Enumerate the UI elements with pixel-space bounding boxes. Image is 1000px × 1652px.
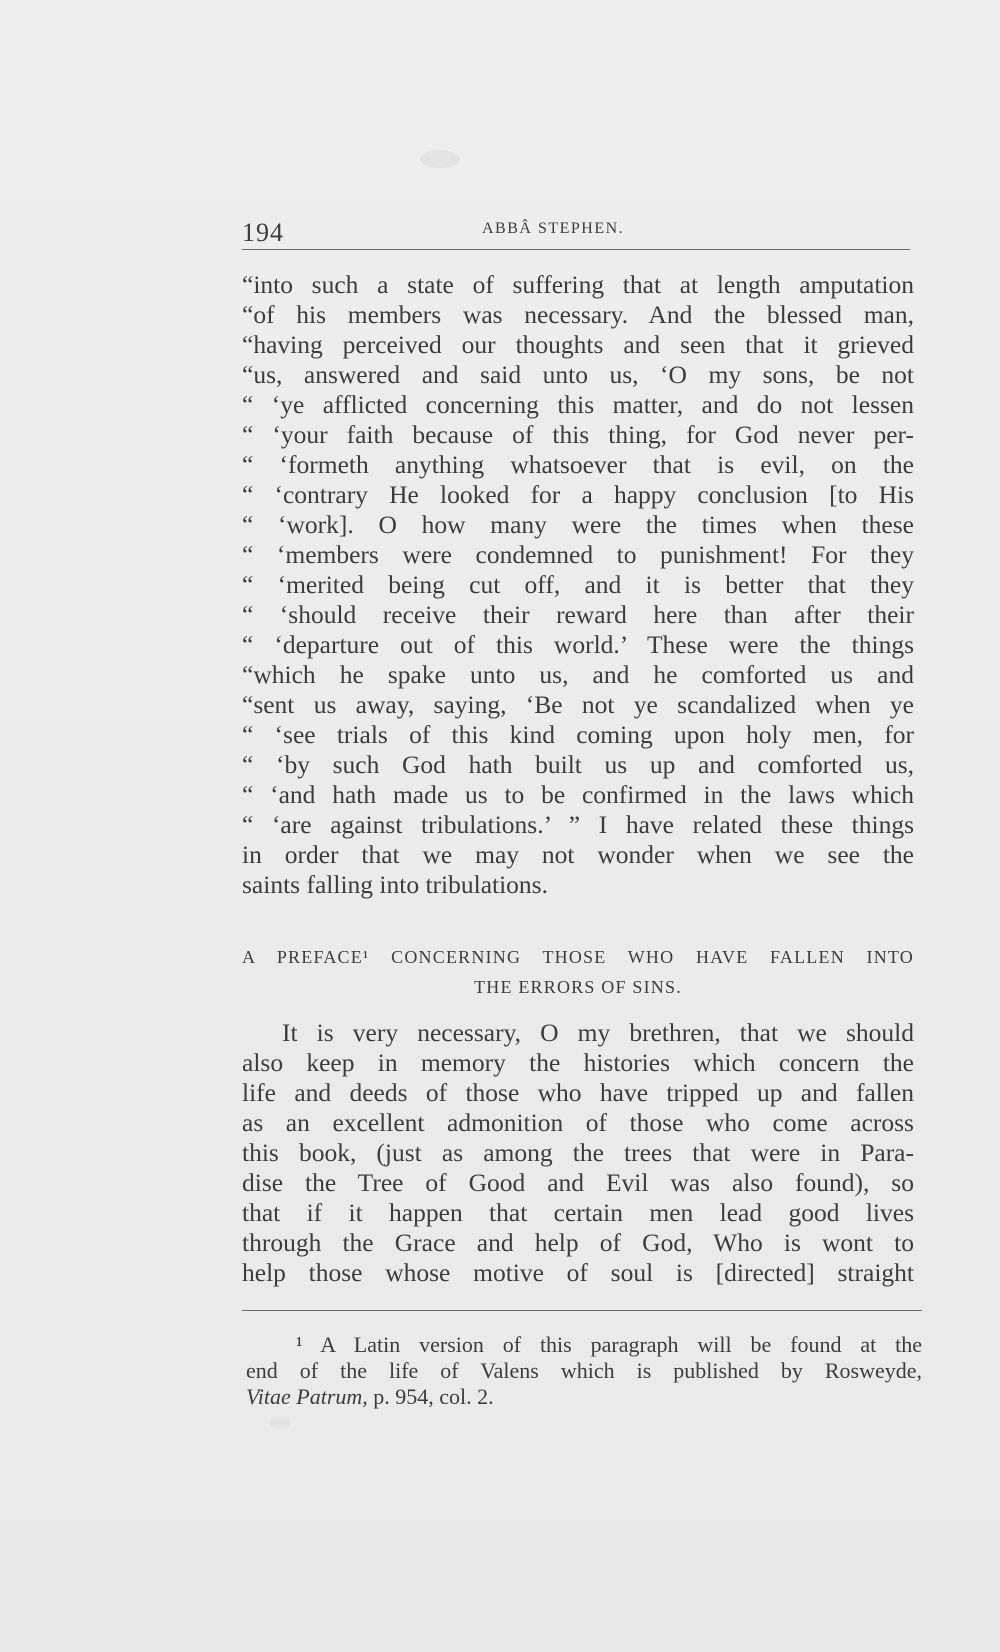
text-line: “ ‘members were condemned to punishment! For they [242,540,914,569]
text-line: life and deeds of those who have tripped up and fallen [242,1078,914,1107]
text-line: “ ‘formeth anything whatsoever that is evil, on the [242,450,914,479]
text-line: “having perceived our thoughts and seen that it grieved [242,330,914,359]
text-line: this book, (just as among the trees that were in Para- [242,1138,914,1167]
text-line: “ ‘work]. O how many were the times when these [242,510,914,539]
text-line: “us, answered and said unto us, ‘O my sons, be not [242,360,914,389]
running-head: ABBÂ STEPHEN. [482,220,625,237]
text-line: help those whose motive of soul is [directed] straight [242,1258,914,1287]
text-line: dise the Tree of Good and Evil was also found), so [242,1168,914,1197]
footnote-line: end of the life of Valens which is published by Rosweyde, [246,1358,922,1383]
text-line: “ ‘ye afflicted concerning this matter, and do not lessen [242,390,914,419]
footnote-rule [242,1310,922,1311]
text-line: “of his members was necessary. And the blessed man, [242,300,914,329]
text-line: in order that we may not wonder when we see the [242,840,914,869]
text-line: “ ‘merited being cut off, and it is better that they [242,570,914,599]
text-line: “ ‘contrary He looked for a happy conclusion [to His [242,480,914,509]
second-paragraph [242,1018,914,1288]
text-line: saints falling into tribulations. [242,870,548,899]
paper-smudge [270,1418,290,1428]
text-line: “ ‘by such God hath built us up and comforted us, [242,750,914,779]
text-line: “ ‘should receive their reward here than after their [242,600,914,629]
section-heading-line: THE ERRORS OF SINS. [474,977,682,997]
footnote [246,1332,922,1410]
citation-title: Vitae Patrum, [246,1384,368,1409]
text-line: “sent us away, saying, ‘Be not ye scandalized when ye [242,690,914,719]
text-line: “ ‘departure out of this world.’ These were the things [242,630,914,659]
text-line: “ ‘and hath made us to be confirmed in the laws which [242,780,914,809]
citation-detail: p. 954, col. 2. [367,1384,494,1409]
footnote-line: ¹ A Latin version of this paragraph will be found at the [296,1332,922,1357]
paper-smudge [420,150,460,168]
text-line: as an excellent admonition of those who come across [242,1108,914,1137]
section-heading [242,942,914,1002]
page-header [242,216,910,250]
text-line: “into such a state of suffering that at length amputation [242,270,914,299]
main-paragraph [242,270,914,900]
text-line: “ ‘see trials of this kind coming upon holy men, for [242,720,914,749]
header-rule [242,249,910,250]
page-number: 194 [242,218,284,247]
text-line: “which he spake unto us, and he comforted us and [242,660,914,689]
text-line: “ ‘your faith because of this thing, for God never per- [242,420,914,449]
text-line: It is very necessary, O my brethren, that we should [282,1018,914,1047]
text-line: through the Grace and help of God, Who is wont to [242,1228,914,1257]
footnote-citation-line [246,1384,922,1410]
text-line: also keep in memory the histories which concern the [242,1048,914,1077]
section-heading-line: A PREFACE¹ CONCERNING THOSE WHO HAVE FALLEN INTO [242,947,914,967]
text-line: that if it happen that certain men lead good lives [242,1198,914,1227]
text-line: “ ‘are against tribulations.’ ” I have related these things [242,810,914,839]
